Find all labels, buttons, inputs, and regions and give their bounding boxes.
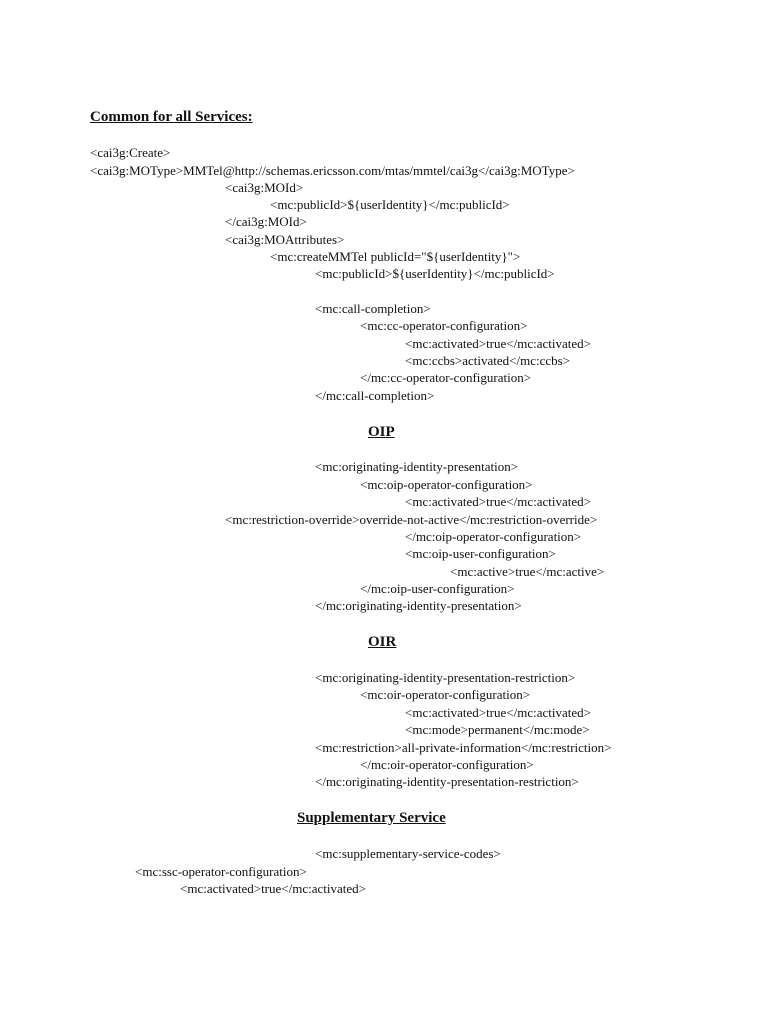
- xml-line: </mc:cc-operator-configuration>: [360, 370, 532, 385]
- xml-line: <cai3g:MOId>: [225, 180, 304, 195]
- xml-line: <mc:supplementary-service-codes>: [315, 846, 501, 861]
- xml-line: <mc:ssc-operator-configuration>: [135, 864, 307, 879]
- xml-line: <cai3g:Create>: [90, 145, 171, 160]
- xml-line: <mc:cc-operator-configuration>: [360, 318, 528, 333]
- xml-line: <mc:restriction>all-private-information</mc:restriction>: [315, 740, 612, 755]
- xml-line: <mc:activated>true</mc:activated>: [180, 881, 366, 896]
- xml-line: <mc:oir-operator-configuration>: [360, 687, 531, 702]
- xml-line: </mc:oir-operator-configuration>: [360, 757, 534, 772]
- xml-line: </mc:originating-identity-presentation>: [315, 598, 522, 613]
- xml-line: <mc:originating-identity-presentation-restriction>: [315, 670, 576, 685]
- xml-line: <mc:active>true</mc:active>: [450, 564, 605, 579]
- heading-common-services: Common for all Services:: [90, 109, 253, 125]
- xml-line: <mc:originating-identity-presentation>: [315, 459, 519, 474]
- xml-line: </mc:oip-operator-configuration>: [405, 529, 582, 544]
- xml-line: <mc:mode>permanent</mc:mode>: [405, 722, 590, 737]
- xml-line: <mc:oip-operator-configuration>: [360, 477, 533, 492]
- xml-line: <mc:publicId>${userIdentity}</mc:publicId>: [270, 197, 510, 212]
- xml-line: <mc:call-completion>: [315, 301, 431, 316]
- xml-line: </cai3g:MOId>: [225, 214, 307, 229]
- xml-line: <mc:activated>true</mc:activated>: [405, 705, 591, 720]
- heading-oir: OIR: [368, 634, 397, 650]
- xml-line: <mc:ccbs>activated</mc:ccbs>: [405, 353, 571, 368]
- xml-line: <cai3g:MOType>MMTel@http://schemas.ericsson.com/mtas/mmtel/cai3g</cai3g:MOType>: [90, 163, 575, 178]
- xml-line: <mc:restriction-override>override-not-active</mc:restriction-override>: [225, 512, 598, 527]
- xml-line: <mc:activated>true</mc:activated>: [405, 494, 591, 509]
- xml-line: </mc:oip-user-configuration>: [360, 581, 515, 596]
- xml-line: <mc:activated>true</mc:activated>: [405, 336, 591, 351]
- heading-oip: OIP: [368, 424, 395, 440]
- heading-supplementary-service: Supplementary Service: [297, 810, 446, 826]
- xml-line: <mc:publicId>${userIdentity}</mc:publicId>: [315, 266, 555, 281]
- xml-line: <cai3g:MOAttributes>: [225, 232, 345, 247]
- xml-line: </mc:call-completion>: [315, 388, 435, 403]
- xml-line: <mc:oip-user-configuration>: [405, 546, 556, 561]
- xml-line: </mc:originating-identity-presentation-restriction>: [315, 774, 579, 789]
- xml-line: <mc:createMMTel publicId="${userIdentity}">: [270, 249, 521, 264]
